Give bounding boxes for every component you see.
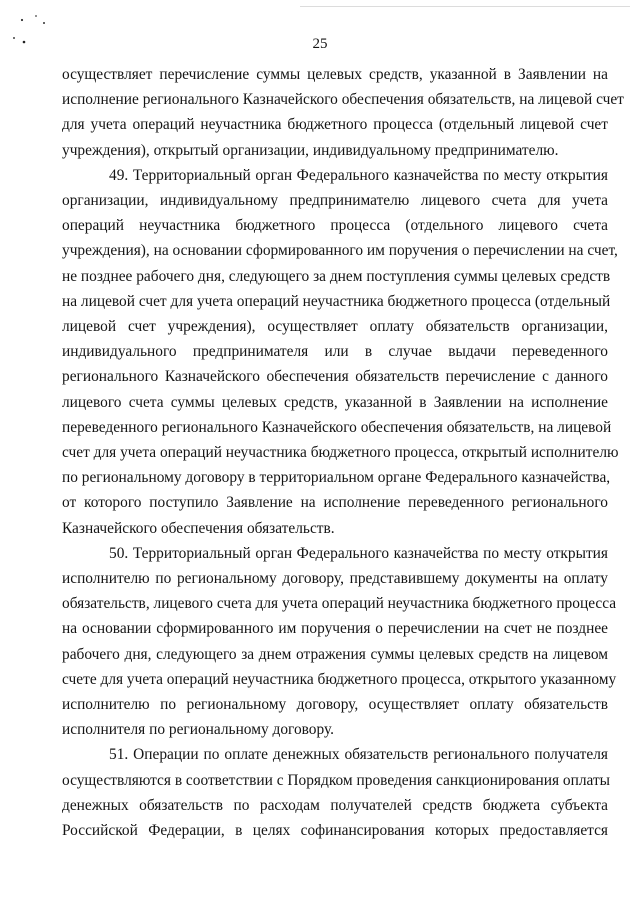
text-line: 51. Операции по оплате денежных обязательств регионального получателя — [109, 746, 608, 764]
text-line: 49. Территориальный орган Федерального казначейства по месту открытия — [109, 166, 608, 184]
text-line: рабочего дня, следующего за днем отражения суммы целевых средств на лицевом — [62, 645, 608, 663]
text-line: Казначейского обеспечения обязательств. — [62, 519, 335, 537]
text-line: осуществляются в соответствии с Порядком проведения санкционирования оплаты — [62, 771, 611, 789]
text-line: исполнителю по региональному договору, представившему документы на оплату — [62, 570, 608, 588]
text-line: лицевой счет учреждения), осуществляет оплату обязательств организации, — [62, 318, 608, 336]
paragraph-p50 — [62, 541, 617, 743]
text-line: счете для учета операций неучастника бюджетного процесса, открытого указанному — [62, 670, 617, 688]
text-line: осуществляет перечисление суммы целевых средств, указанной в Заявлении на — [62, 66, 608, 83]
text-line: исполнение регионального Казначейского обеспечения обязательств, на лицевой счет — [62, 91, 624, 109]
text-line: обязательств, лицевого счета для учета операций неучастника бюджетного процесса — [62, 595, 617, 613]
text-line: на основании сформированного им поручения о перечислении на счет не позднее — [62, 620, 608, 638]
text-line: денежных обязательств по расходам получателей средств бюджета субъекта — [62, 796, 608, 814]
text-line: для учета операций неучастника бюджетного процесса (отдельный лицевой счет — [62, 116, 608, 134]
text-line: не позднее рабочего дня, следующего за днем поступления суммы целевых средств — [62, 267, 611, 285]
text-line: организации, индивидуальному предпринимателю лицевого счета для учета — [62, 192, 608, 210]
text-line: лицевого счета суммы целевых средств, указанной в Заявлении на исполнение — [62, 393, 608, 411]
text-line: на лицевой счет для учета операций неучастника бюджетного процесса (отдельный — [62, 292, 611, 310]
text-line: Российской Федерации, в целях софинансирования которых предоставляется — [62, 822, 608, 840]
text-line: 50. Территориальный орган Федерального казначейства по месту открытия — [109, 544, 608, 562]
paragraph-p48-cont — [62, 62, 624, 163]
page-number: 25 — [312, 36, 328, 52]
text-line: счет для учета операций неучастника бюджетного процесса, открытый исполнителю — [62, 444, 619, 462]
paragraph-p51 — [62, 742, 611, 843]
text-line: индивидуального предпринимателя или в случае выдачи переведенного — [62, 343, 608, 361]
text-line: учреждения), на основании сформированного им поручения о перечислении на счет, — [62, 242, 618, 260]
text-line: по региональному договору в территориальном органе Федерального казначейства, — [62, 469, 611, 487]
text-line: исполнителя по региональному договору. — [62, 721, 334, 739]
paragraph-p49 — [62, 163, 619, 541]
text-line: исполнителю по региональному договору, осуществляет оплату обязательств — [62, 696, 608, 714]
scan-edge-line — [300, 6, 630, 7]
text-line: учреждения), открытый организации, индивидуальному предпринимателю. — [62, 141, 559, 159]
text-line: регионального Казначейского обеспечения обязательств перечисление с данного — [62, 368, 608, 386]
text-line: переведенного регионального Казначейского обеспечения обязательств, на лицевой — [62, 418, 612, 436]
document-body — [62, 62, 624, 843]
text-line: от которого поступило Заявление на исполнение переведенного регионального — [62, 494, 608, 512]
text-line: операций неучастника бюджетного процесса (отдельного лицевого счета — [62, 217, 608, 235]
